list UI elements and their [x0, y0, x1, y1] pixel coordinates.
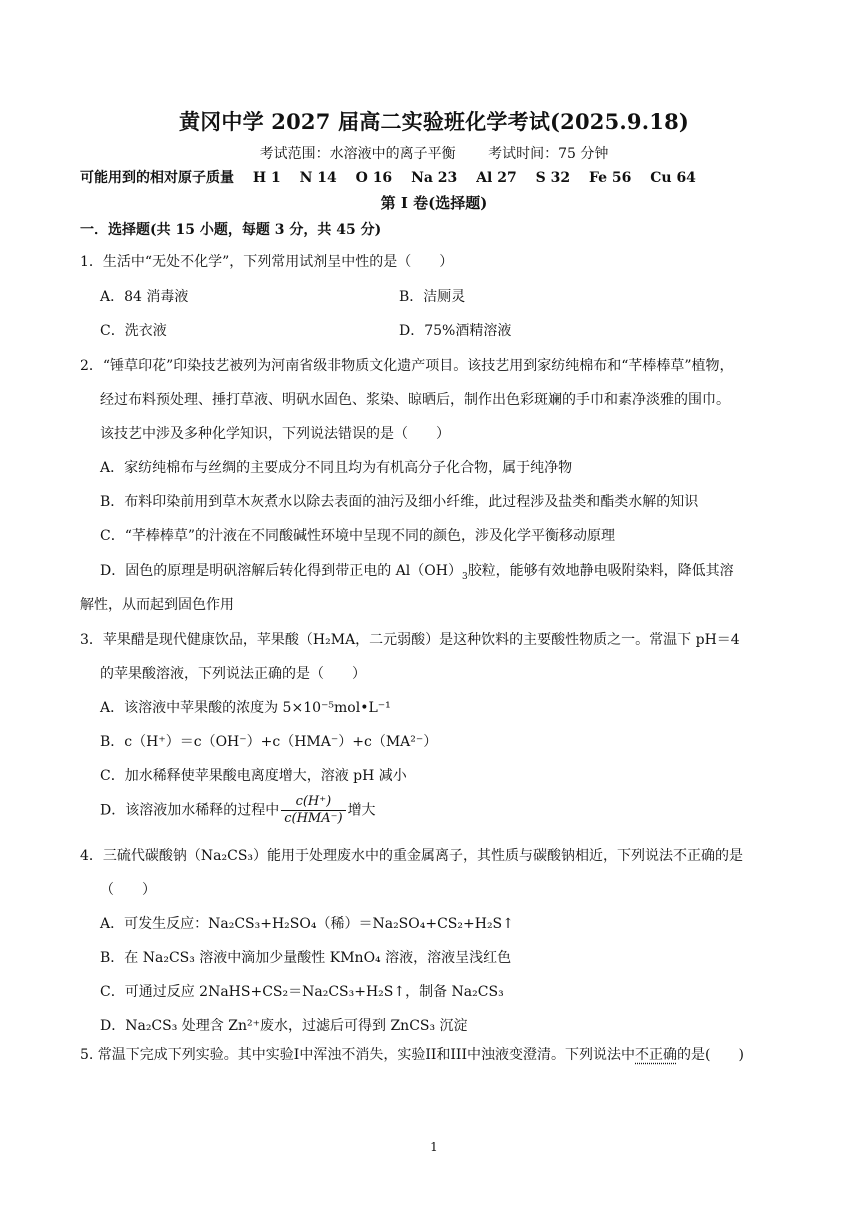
question-3-option-d	[100, 794, 376, 827]
question-4-option-b: B．在 Na₂CS₃ 溶液中滴加少量酸性 KMnO₄ 溶液，溶液呈浅红色	[100, 950, 512, 966]
atomic-mass: Na 23	[411, 170, 458, 186]
fraction-denominator: c(HMA⁻)	[284, 811, 343, 826]
question-2-option-a: A．家纺纯棉布与丝绸的主要成分不同且均为有机高分子化合物，属于纯净物	[100, 460, 573, 476]
question-2-option-b: B．布料印染前用到草木灰煮水以除去表面的油污及细小纤维，此过程涉及盐类和酯类水解的知识	[100, 494, 699, 510]
section-heading: 一．选择题(共 15 小题，每题 3 分，共 45 分)	[80, 222, 382, 238]
question-3-option-d-text: D．该溶液加水稀释的过程中	[100, 802, 280, 819]
question-3-stem: 的苹果酸溶液，下列说法正确的是（ ）	[100, 666, 366, 682]
page-number: 1	[430, 1140, 438, 1154]
atomic-mass: Fe 56	[588, 170, 632, 186]
question-2-option-d-cont: 解性，从而起到固色作用	[80, 597, 234, 613]
question-2-stem: 经过布料预处理、捶打草液、明矾水固色、浆染、晾晒后，制作出色彩斑斓的手巾和素净淡雅的围巾。	[100, 392, 730, 408]
question-2-option-d	[100, 560, 734, 582]
question-4-option-d: D．Na₂CS₃ 处理含 Zn²⁺废水，过滤后可得到 ZnCS₃ 沉淀	[100, 1018, 468, 1034]
atomic-mass: O 16	[355, 170, 393, 186]
fraction-numerator: c(H⁺)	[281, 794, 345, 811]
atomic-mass: H 1	[252, 170, 281, 186]
fraction	[281, 794, 345, 827]
atomic-masses-label: 可能用到的相对原子质量	[80, 170, 234, 186]
question-2-option-d-text: D．固色的原理是明矾溶解后转化得到带正电的 Al（OH）	[100, 563, 462, 579]
question-5-stem	[80, 1044, 744, 1064]
question-2-option-c: C．“芊棒棒草”的汁液在不同酸碱性环境中呈现不同的颜色，涉及化学平衡移动原理	[100, 528, 616, 544]
question-4-stem: 4．三硫代碳酸钠（Na₂CS₃）能用于处理废水中的重金属离子，其性质与碳酸钠相近，下列说法不正确的是	[80, 848, 744, 864]
question-3-option-c: C．加水稀释使苹果酸电离度增大，溶液 pH 减小	[100, 768, 407, 784]
atomic-mass: Al 27	[476, 170, 517, 186]
exam-time: 考试时间：75 分钟	[488, 146, 609, 162]
question-3-option-a: A．该溶液中苹果酸的浓度为 5×10⁻⁵mol•L⁻¹	[100, 700, 391, 716]
question-1-option-a: A．84 消毒液	[100, 289, 189, 305]
atomic-masses	[80, 167, 696, 187]
question-4-option-a: A．可发生反应：Na₂CS₃+H₂SO₄（稀）＝Na₂SO₄+CS₂+H₂S↑	[100, 916, 514, 932]
question-5-stem-text: 的是( )	[677, 1047, 744, 1063]
question-1-option-d: D．75%酒精溶液	[399, 323, 512, 339]
volume-heading: 第 I 卷(选择题)	[380, 194, 488, 212]
question-4-option-c: C．可通过反应 2NaHS+CS₂＝Na₂CS₃+H₂S↑，制备 Na₂CS₃	[100, 984, 504, 1000]
emphasis-text: 不正确	[635, 1047, 677, 1063]
question-1-option-b: B．洁厕灵	[399, 289, 466, 305]
question-2-option-d-text: 胶粒，能够有效地静电吸附染料，降低其溶	[467, 563, 734, 579]
question-1-option-c: C．洗衣液	[100, 323, 167, 339]
exam-scope: 考试范围：水溶液中的离子平衡	[259, 146, 456, 162]
question-5-stem-text: 5. 常温下完成下列实验。其中实验I中浑浊不消失，实验II和III中浊液变澄清。下列说法中	[80, 1047, 635, 1063]
question-3-stem: 3．苹果醋是现代健康饮品，苹果酸（H₂MA，二元弱酸）是这种饮料的主要酸性物质之一。常温下 pH＝4	[80, 632, 740, 648]
question-3-option-b: B．c（H⁺）＝c（OH⁻）+c（HMA⁻）+c（MA²⁻）	[100, 734, 438, 750]
question-3-option-d-text: 增大	[347, 802, 376, 819]
exam-title: 黄冈中学 2027 届高二实验班化学考试(2025.9.18)	[178, 109, 690, 134]
atomic-mass: S 32	[535, 170, 571, 186]
atomic-mass: Cu 64	[650, 170, 696, 186]
subscript: 3	[461, 571, 468, 582]
question-4-stem: （ ）	[100, 882, 156, 898]
question-2-stem: 2．“锤草印花”印染技艺被列为河南省级非物质文化遗产项目。该技艺用到家纺纯棉布和“芊棒棒草”植物，	[80, 358, 734, 374]
exam-info	[0, 143, 868, 163]
atomic-mass: N 14	[299, 170, 337, 186]
question-2-stem: 该技艺中涉及多种化学知识，下列说法错误的是（ ）	[100, 426, 450, 442]
question-1-stem: 1．生活中“无处不化学”，下列常用试剂呈中性的是（ ）	[80, 254, 454, 270]
